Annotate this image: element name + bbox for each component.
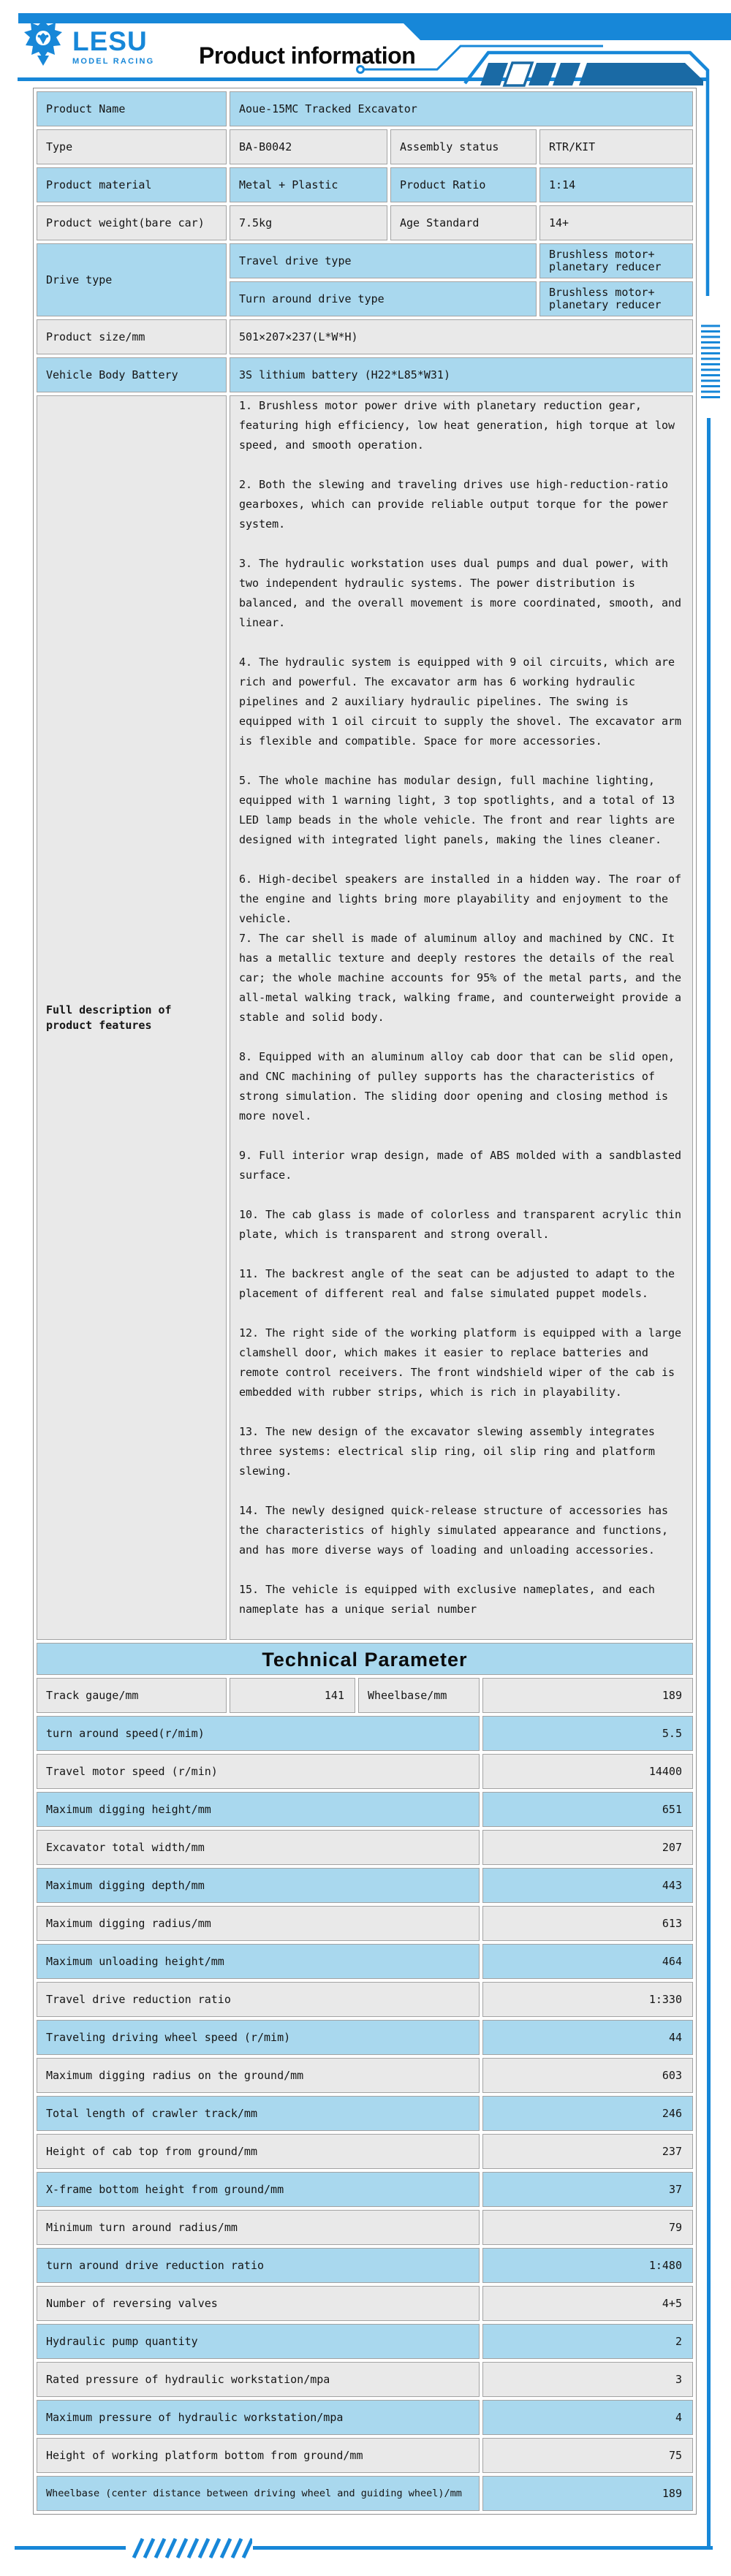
brand-text: LESU <box>72 26 148 56</box>
tech-param-value: 3 <box>482 2362 693 2397</box>
tech-param-label: Wheelbase (center distance between driving wheel and guiding wheel)/mm <box>37 2476 480 2511</box>
tech-param-label: Hydraulic pump quantity <box>37 2324 480 2359</box>
description-paragraph: 15. The vehicle is equipped with exclusive nameplates, and each nameplate has a unique serial number <box>239 1583 655 1616</box>
tech-row <box>37 1754 693 1789</box>
tech-row <box>37 2476 693 2511</box>
tech-row <box>37 2248 693 2283</box>
tech-param-value: 4+5 <box>482 2286 693 2321</box>
ratio-label: Product Ratio <box>390 167 537 202</box>
tech-param-value: 603 <box>482 2058 693 2093</box>
tech-row <box>37 2324 693 2359</box>
technical-parameter-table <box>34 1675 696 2514</box>
tech-param-value: 1:480 <box>482 2248 693 2283</box>
tech-row <box>37 1830 693 1865</box>
material-label: Product material <box>37 167 227 202</box>
description-label: Full description of product features <box>37 395 227 1640</box>
battery-label: Vehicle Body Battery <box>37 357 227 392</box>
turn-drive-value: Brushless motor+ planetary reducer <box>539 281 693 316</box>
right-border-line <box>707 418 711 2550</box>
lesu-logo <box>24 20 154 69</box>
description-paragraph: 10. The cab glass is made of colorless and transparent acrylic thin plate, which is transparent and strong overall. <box>239 1208 682 1241</box>
tech-param-label: Excavator total width/mm <box>37 1830 480 1865</box>
tech-param-label: Rated pressure of hydraulic workstation/mpa <box>37 2362 480 2397</box>
brand-subtext: MODEL RACING <box>72 57 155 66</box>
tech-param-label: Height of working platform bottom from ground/mm <box>37 2438 480 2473</box>
type-value: BA-B0042 <box>230 129 387 164</box>
description-paragraph: 1. Brushless motor power drive with planetary reduction gear, featuring high efficiency, low heat generation, high torque at low speed, and smooth operation. <box>239 399 675 452</box>
tech-row <box>37 2210 693 2245</box>
tech-param-label: Height of cab top from ground/mm <box>37 2134 480 2169</box>
bottom-border-line-left <box>15 2546 126 2550</box>
tech-param-label: Number of reversing valves <box>37 2286 480 2321</box>
description-paragraph: 7. The car shell is made of aluminum alloy and machined by CNC. It has a metallic texture and deeply restores the details of the real car; the whole machine accounts for 95% of the metal parts, and the all-metal walking track, walking frame, and counterweight provide a stable and solid body. <box>239 932 682 1024</box>
material-value: Metal + Plastic <box>230 167 387 202</box>
weight-label: Product weight(bare car) <box>37 205 227 240</box>
tech-param-label: Maximum digging depth/mm <box>37 1868 480 1903</box>
tech-row <box>37 1982 693 2017</box>
description-paragraph: 11. The backrest angle of the seat can be adjusted to adapt to the placement of different real and false simulated puppet models. <box>239 1267 675 1300</box>
tech-param-label: Total length of crawler track/mm <box>37 2096 480 2131</box>
tech-param-value: 37 <box>482 2172 693 2207</box>
tech-row <box>37 1678 693 1713</box>
tech-param-label: Maximum digging radius/mm <box>37 1906 480 1941</box>
description-paragraph: 14. The newly designed quick-release structure of accessories has the characteristics of highly simulated appearance and functions, and has more diverse ways of loading and unloading accessories. <box>239 1504 668 1557</box>
tech-row <box>37 1868 693 1903</box>
description-text <box>230 395 693 1640</box>
tech-row <box>37 2020 693 2055</box>
tech-param-value: 237 <box>482 2134 693 2169</box>
bottom-border-line-right <box>253 2546 713 2550</box>
drive-type-label: Drive type <box>37 243 227 316</box>
product-name-label: Product Name <box>37 91 227 126</box>
travel-drive-label: Travel drive type <box>230 243 537 278</box>
tech-param-value: 189 <box>482 1678 693 1713</box>
bottom-slash-decor <box>128 2534 252 2561</box>
tech-param-value: 4 <box>482 2400 693 2435</box>
tech-row <box>37 1792 693 1827</box>
tech-row <box>37 1906 693 1941</box>
tech-row <box>37 2438 693 2473</box>
product-info-sheet <box>33 88 697 2515</box>
tech-param-label: Maximum pressure of hydraulic workstation/mpa <box>37 2400 480 2435</box>
tech-param-label: Maximum digging radius on the ground/mm <box>37 2058 480 2093</box>
tech-row <box>37 1716 693 1751</box>
tech-param-value: 44 <box>482 2020 693 2055</box>
tech-row <box>37 2134 693 2169</box>
description-paragraph: 13. The new design of the excavator slewing assembly integrates three systems: electrical slip ring, oil slip ring and platform slewing. <box>239 1425 655 1478</box>
description-paragraph: 12. The right side of the working platform is equipped with a large clamshell door, which makes it easier to replace batteries and remote control receivers. The front windshield wiper of the cab is embedded with rubber strips, which is rich in playability. <box>239 1326 682 1399</box>
tech-param-value: 464 <box>482 1944 693 1979</box>
tech-param-label: Traveling driving wheel speed (r/mim) <box>37 2020 480 2055</box>
tech-param-value: 79 <box>482 2210 693 2245</box>
product-info-table <box>34 88 696 1643</box>
ratio-value: 1:14 <box>539 167 693 202</box>
tech-param-label: X-frame bottom height from ground/mm <box>37 2172 480 2207</box>
tech-param-label: turn around drive reduction ratio <box>37 2248 480 2283</box>
age-label: Age Standard <box>390 205 537 240</box>
size-label: Product size/mm <box>37 319 227 354</box>
type-label: Type <box>37 129 227 164</box>
tech-param-value: 613 <box>482 1906 693 1941</box>
right-hatch-decor <box>698 324 723 403</box>
tech-row <box>37 2172 693 2207</box>
tech-param-label: Travel drive reduction ratio <box>37 1982 480 2017</box>
tech-param-value: 2 <box>482 2324 693 2359</box>
tech-row <box>37 2058 693 2093</box>
assembly-status-label: Assembly status <box>390 129 537 164</box>
tech-param-value: 189 <box>482 2476 693 2511</box>
product-name-value: Aoue-15MC Tracked Excavator <box>230 91 693 126</box>
tech-param-value: 14400 <box>482 1754 693 1789</box>
description-paragraph: 5. The whole machine has modular design, full machine lighting, equipped with 1 warning light, 3 top spotlights, and a total of 13 LED lamp beads in the whole vehicle. The front and rear lights are designed with integrated light panels, making the lines cleaner. <box>239 774 675 846</box>
tech-row <box>37 1944 693 1979</box>
description-paragraph: 9. Full interior wrap design, made of ABS molded with a sandblasted surface. <box>239 1149 682 1182</box>
tech-param-label: Track gauge/mm <box>37 1678 227 1713</box>
tech-param-value: 246 <box>482 2096 693 2131</box>
tech-row <box>37 2096 693 2131</box>
tech-param-label: turn around speed(r/mim) <box>37 1716 480 1751</box>
description-row <box>37 395 693 1640</box>
tech-param-label: Maximum unloading height/mm <box>37 1944 480 1979</box>
description-paragraph: 4. The hydraulic system is equipped with 9 oil circuits, which are rich and powerful. The excavator arm has 6 working hydraulic pipelines and 2 auxiliary hydraulic pipelines. The swing is equipped with 1 oil circuit to supply the shovel. The excavator arm is flexible and compatible. Space for more accessories. <box>239 656 682 748</box>
tech-param-label: Travel motor speed (r/min) <box>37 1754 480 1789</box>
table-row <box>37 357 693 392</box>
description-paragraph: 8. Equipped with an aluminum alloy cab door that can be slid open, and CNC machining of pulley supports has the characteristics of strong simulation. The sliding door opening and closing method is more novel. <box>239 1050 675 1122</box>
description-paragraph: 6. High-decibel speakers are installed in a hidden way. The roar of the engine and lights bring more playability and enjoyment to the vehicle. <box>239 873 682 925</box>
travel-drive-value: Brushless motor+ planetary reducer <box>539 243 693 278</box>
tech-param-value: 5.5 <box>482 1716 693 1751</box>
page-title: Product information <box>199 42 416 69</box>
tech-row <box>37 2400 693 2435</box>
tech-param-value: 207 <box>482 1830 693 1865</box>
age-value: 14+ <box>539 205 693 240</box>
table-row <box>37 319 693 354</box>
lion-icon <box>24 20 62 69</box>
tech-param-value: 141 <box>230 1678 355 1713</box>
turn-drive-label: Turn around drive type <box>230 281 537 316</box>
weight-value: 7.5kg <box>230 205 387 240</box>
tech-param-value: 443 <box>482 1868 693 1903</box>
header-badge-decor <box>439 44 731 300</box>
tech-param-value: 1:330 <box>482 1982 693 2017</box>
tech-param-label: Maximum digging height/mm <box>37 1792 480 1827</box>
assembly-status-value: RTR/KIT <box>539 129 693 164</box>
size-value: 501×207×237(L*W*H) <box>230 319 693 354</box>
tech-row <box>37 2286 693 2321</box>
tech-param-value: 75 <box>482 2438 693 2473</box>
description-paragraph: 2. Both the slewing and traveling drives use high-reduction-ratio gearboxes, which can provide reliable output torque for the power system. <box>239 478 668 531</box>
battery-value: 3S lithium battery (H22*L85*W31) <box>230 357 693 392</box>
tech-param-label: Minimum turn around radius/mm <box>37 2210 480 2245</box>
tech-row <box>37 2362 693 2397</box>
technical-parameter-title: Technical Parameter <box>37 1643 693 1675</box>
tech-param-label: Wheelbase/mm <box>358 1678 480 1713</box>
description-paragraph: 3. The hydraulic workstation uses dual pumps and dual power, with two independent hydraulic systems. The power distribution is balanced, and the overall movement is more coordinated, smooth, and linear. <box>239 557 682 629</box>
tech-param-value: 651 <box>482 1792 693 1827</box>
